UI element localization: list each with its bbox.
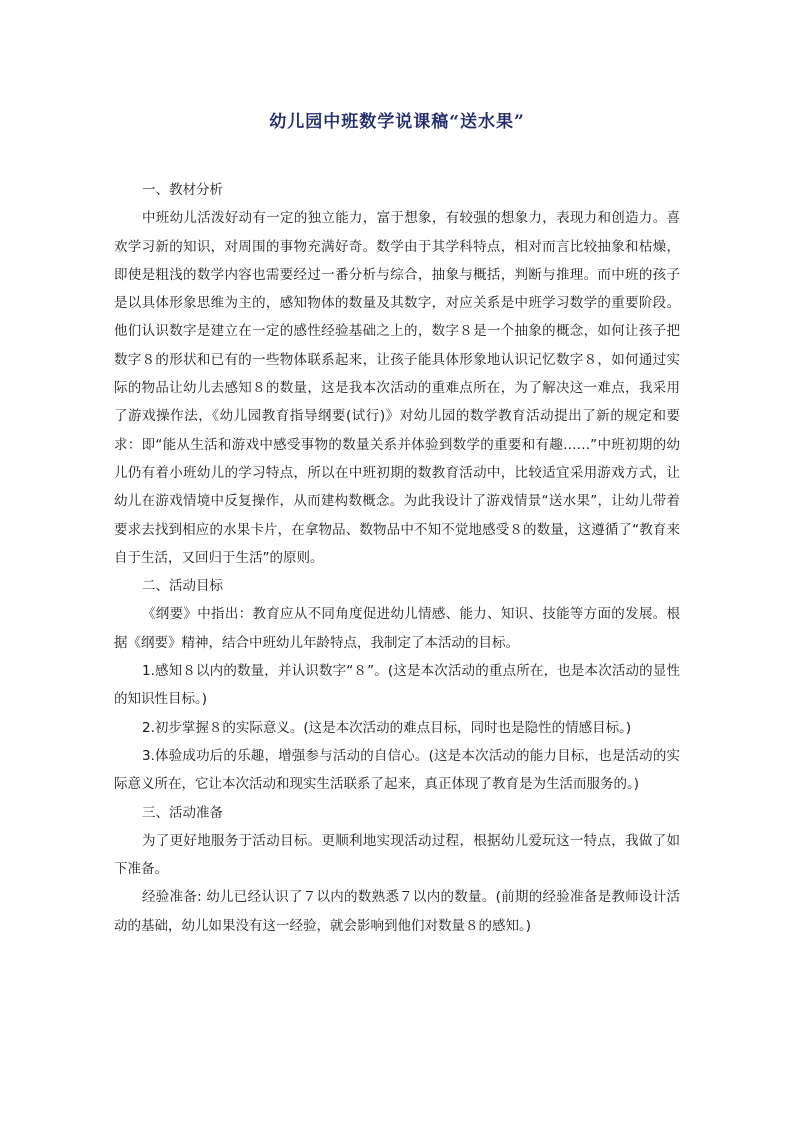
document-body [114, 176, 680, 940]
section-activity-preparation [114, 799, 680, 940]
paragraph: 《纲要》中指出：教育应从不同角度促进幼儿情感、能力、知识、技能等方面的发展。根据《纲要》精神，结合中班幼儿年龄特点，我制定了本活动的目标。 [114, 606, 680, 651]
goal-item: 3.体验成功后的乐趣，增强参与活动的自信心。(这是本次活动的能力目标，也是活动的实际意义所在，它让本次活动和现实生活联系了起来，真正体现了教育是为生活而服务的。) [114, 747, 680, 793]
document-title: 幼儿园中班数学说课稿“送水果” [269, 112, 525, 132]
section-heading: 二、活动目标 [142, 578, 223, 595]
section-activity-goals [114, 572, 680, 798]
paragraph: 经验准备: 幼儿已经认识了７以内的数熟悉７以内的数量。(前期的经验准备是教师设计活动的基础，幼儿如果没有这一经验，就会影响到他们对数量８的感知。) [114, 889, 680, 934]
goal-item: 2.初步掌握８的实际意义。(这是本次活动的难点目标，同时也是隐性的情感目标。) [142, 719, 632, 736]
goal-item: 1.感知８以内的数量，并认识数字“８”。(这是本次活动的重点所在，也是本次活动的显性的知识性目标。) [114, 663, 680, 708]
paragraph: 中班幼儿活泼好动有一定的独立能力，富于想象，有较强的想象力，表现力和创造力。喜欢学习新的知识，对周围的事物充满好奇。数学由于其学科特点，相对而言比较抽象和枯燥，即使是粗浅的数学内容也需要经过一番分析与综合，抽象与概括，判断与推理。而中班的孩子是以具体形象思维为主的，感知物体的数量及其数字，对应关系是中班学习数学的重要阶段。他们认识数字是建立在一定的感性经验基础之上的，数字８是一个抽象的概念，如何让孩子把数字８的形状和已有的一些物体联系起来，让孩子能具体形象地认识记忆数字８，如何通过实际的物品让幼儿去感知８的数量，这是我本次活动的重难点所在，为了解决这一难点，我采用了游戏操作法，《幼儿园教育指导纲要(试行)》对幼儿园的数学教育活动提出了新的规定和要求：即“能从生活和游戏中感受事物的数量关系并体验到数学的重要和有趣……”中班初期的幼儿仍有着小班幼儿的学习特点，所以在中班初期的数教育活动中，比较适宜采用游戏方式，让幼儿在游戏情境中反复操作，从而建构数概念。为此我设计了游戏情景“送水果”，让幼儿带着要求去找到相应的水果卡片，在拿物品、数物品中不知不觉地感受８的数量，这遵循了“教育来自于生活，又回归于生活”的原则。 [114, 210, 680, 566]
section-teaching-material [114, 176, 680, 572]
section-heading: 一、教材分析 [142, 182, 223, 198]
section-heading: 三、活动准备 [142, 804, 223, 821]
paragraph: 为了更好地服务于活动目标。更顺利地实现活动过程，根据幼儿爱玩这一特点，我做了如下准备。 [114, 832, 680, 878]
